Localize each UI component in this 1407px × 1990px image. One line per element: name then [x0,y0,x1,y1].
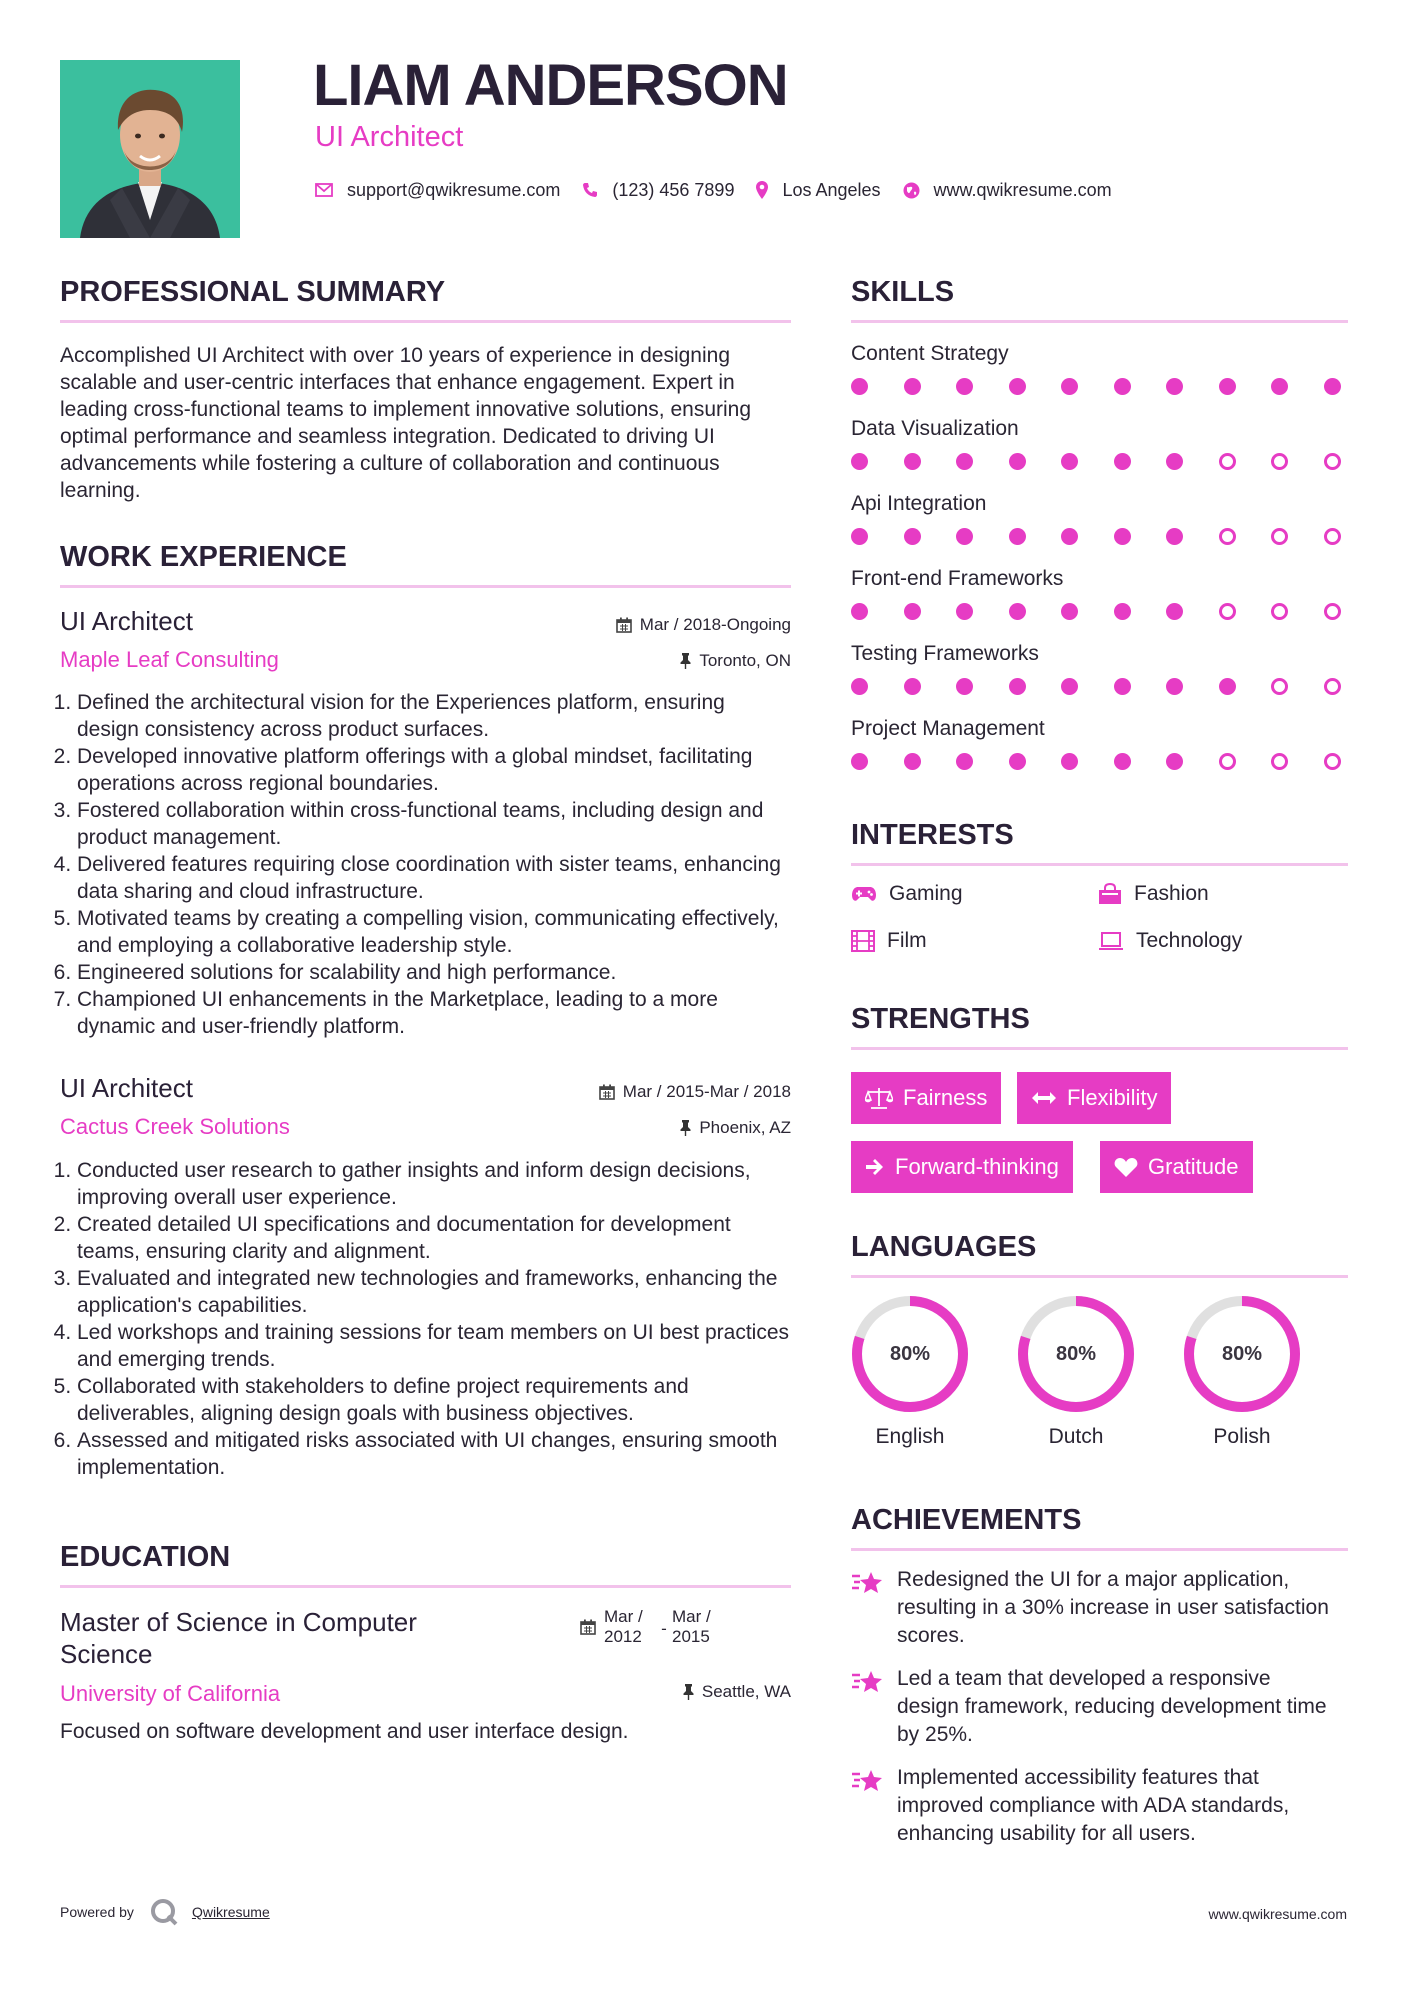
rating-dot-filled [1061,678,1078,695]
job-dates [599,1082,791,1102]
balance-scale-icon [865,1087,893,1109]
list-item: 6. Assessed and mitigated risks associated with UI changes, ensuring smooth implementation. [77,1427,791,1481]
rating-dot-empty [1219,753,1236,770]
rating-dot-empty [1271,528,1288,545]
job-location [680,651,791,671]
rating-dot-filled [1166,453,1183,470]
strength-label: Gratitude [1148,1154,1239,1179]
map-pin-icon [756,181,768,199]
rating-dot-filled [956,453,973,470]
language-progress-ring [1015,1293,1137,1415]
strengths-rule [851,1047,1348,1050]
rating-dot-empty [1219,528,1236,545]
rating-dot-empty [1271,753,1288,770]
qwikresume-link[interactable]: Qwikresume [191,1904,270,1920]
rating-dot-filled [1009,378,1026,395]
rating-dot-filled [1114,603,1131,620]
rating-dot-filled [1166,678,1183,695]
achievement-item [851,1566,1337,1650]
summary-rule [60,320,791,323]
rating-dot-empty [1324,528,1341,545]
pushpin-icon [680,653,691,669]
skill-rating [851,378,1341,395]
language-item [849,1293,971,1449]
candidate-name: LIAM ANDERSON [313,53,788,118]
skill-row [851,642,1341,695]
skill-rating [851,753,1341,770]
interest-item [851,929,927,953]
language-name: Dutch [1048,1425,1104,1448]
arrows-horizontal-icon [1031,1091,1057,1105]
achievement-item [851,1764,1337,1848]
list-item: 5. Collaborated with stakeholders to define project requirements and deliverables, aligning design goals with business objectives. [77,1373,791,1427]
contact-email[interactable] [315,180,560,201]
experience-rule [60,585,791,588]
rating-dot-filled [904,678,921,695]
rating-dot-filled [1009,678,1026,695]
rating-dot-filled [1009,528,1026,545]
strength-label: Flexibility [1067,1085,1158,1110]
calendar-icon [616,617,632,633]
achievement-item [851,1665,1337,1749]
achievement-text: Implemented accessibility features that improved compliance with ADA standards, enhancing usability for all users. [897,1766,1290,1845]
job-dates-text: Mar / 2015-Mar / 2018 [622,1082,791,1101]
rating-dot-empty [1324,678,1341,695]
language-item [1015,1293,1137,1449]
bag-icon [1098,883,1122,905]
skill-row [851,492,1341,545]
skills-heading: SKILLS [851,276,955,308]
skill-rating [851,603,1341,620]
shooting-star-icon [851,1766,885,1796]
candidate-title: UI Architect [315,121,464,153]
skill-name: Content Strategy [851,342,1009,365]
strength-chip [1100,1141,1253,1193]
rating-dot-filled [1166,753,1183,770]
list-item: 6. Engineered solutions for scalability and high performance. [77,959,791,986]
job-title: UI Architect [60,1073,193,1103]
rating-dot-filled [1114,378,1131,395]
laptop-icon [1098,931,1124,951]
languages-list [849,1293,1303,1449]
globe-icon [903,182,920,199]
rating-dot-filled [851,678,868,695]
language-progress-ring [849,1293,971,1415]
rating-dot-filled [1219,378,1236,395]
list-item: 3. Fostered collaboration within cross-functional teams, including design and product management. [77,797,791,851]
list-item: 1. Defined the architectural vision for the Experiences platform, ensuring design consistency across product surfaces. [77,689,791,743]
achievement-text: Redesigned the UI for a major application, resulting in a 30% increase in user satisfaction scores. [897,1568,1329,1647]
rating-dot-filled [904,528,921,545]
date-separator: - [661,1619,667,1638]
shooting-star-icon [851,1667,885,1697]
rating-dot-filled [1061,453,1078,470]
list-item: 1. Conducted user research to gather insights and inform design decisions, improving overall user experience. [77,1157,791,1211]
rating-dot-filled [956,603,973,620]
rating-dot-filled [1166,528,1183,545]
pushpin-icon [683,1684,694,1700]
rating-dot-filled [904,378,921,395]
education-location [683,1682,791,1702]
interest-label: Film [887,929,927,952]
profile-photo [60,60,240,238]
interest-item [851,882,963,906]
rating-dot-filled [1114,528,1131,545]
rating-dot-filled [1271,378,1288,395]
skill-rating [851,453,1341,470]
rating-dot-empty [1219,603,1236,620]
contact-location [756,180,880,201]
interest-label: Technology [1136,929,1243,952]
interest-label: Fashion [1134,882,1209,905]
rating-dot-filled [1061,528,1078,545]
skill-row [851,417,1341,470]
job-bullets [58,1157,791,1481]
film-icon [851,930,875,952]
rating-dot-filled [1061,753,1078,770]
skill-name: Front-end Frameworks [851,567,1064,590]
skill-name: Testing Frameworks [851,642,1039,665]
rating-dot-filled [904,453,921,470]
shooting-star-icon [851,1568,885,1598]
rating-dot-filled [851,753,868,770]
degree: Master of Science in Computer Science [60,1607,417,1669]
job-company: Cactus Creek Solutions [60,1114,290,1139]
language-progress-ring [1181,1293,1303,1415]
rating-dot-filled [851,528,868,545]
list-item: 3. Evaluated and integrated new technologies and frameworks, enhancing the application's capabilities. [77,1265,791,1319]
rating-dot-empty [1271,603,1288,620]
school: University of California [60,1681,281,1706]
interests-heading: INTERESTS [851,819,1014,851]
rating-dot-empty [1324,453,1341,470]
rating-dot-empty [1271,678,1288,695]
rating-dot-filled [1009,753,1026,770]
education-dates [580,1607,724,1647]
skills-rule [851,320,1348,323]
language-percent: 80% [1221,1342,1263,1365]
education-rule [60,1585,791,1588]
education-description: Focused on software development and user interface design. [60,1720,629,1743]
rating-dot-filled [851,603,868,620]
footer-website[interactable]: www.qwikresume.com [1208,1906,1347,1922]
rating-dot-filled [904,753,921,770]
rating-dot-filled [1114,453,1131,470]
calendar-icon [599,1084,615,1100]
rating-dot-empty [1324,603,1341,620]
skill-rating [851,528,1341,545]
pushpin-icon [680,1120,691,1136]
interests-rule [851,863,1348,866]
achievements-heading: ACHIEVEMENTS [851,1504,1082,1536]
list-item: 7. Championed UI enhancements in the Marketplace, leading to a more dynamic and user-friendly platform. [77,986,791,1040]
rating-dot-filled [1114,753,1131,770]
language-name: Polish [1213,1425,1271,1448]
achievement-text: Led a team that developed a responsive design framework, reducing development time by 25%. [897,1667,1327,1746]
contact-phone[interactable] [582,180,734,201]
rating-dot-filled [851,453,868,470]
contact-website-text: www.qwikresume.com [933,179,1112,200]
interest-label: Gaming [889,882,963,905]
summary-text: Accomplished UI Architect with over 10 years of experience in designing scalable and user-centric interfaces that enhance engagement. Expert in leading cross-functional teams to implement innovative solutions, ensuring optimal performance and seamless integration. Dedicated to driving UI advancements while fostering a culture of collaboration and continuous learning. [60,344,752,502]
language-name: English [875,1425,945,1448]
list-item: 5. Motivated teams by creating a compelling vision, communicating effectively, and employing a collaborative leadership style. [77,905,791,959]
job-title: UI Architect [60,606,193,636]
strength-chip [851,1141,1073,1193]
skill-name: Project Management [851,717,1045,740]
contact-location-text: Los Angeles [782,179,881,200]
job-location [680,1118,791,1138]
skill-name: Data Visualization [851,417,1019,440]
job-company: Maple Leaf Consulting [60,647,279,672]
contact-website[interactable] [903,180,1112,201]
education-start: Mar / 2012 [604,1607,643,1646]
rating-dot-empty [1324,753,1341,770]
rating-dot-filled [1009,603,1026,620]
powered-by-label: Powered by [60,1904,134,1920]
rating-dot-empty [1271,453,1288,470]
rating-dot-empty [1219,453,1236,470]
skill-row [851,342,1341,395]
rating-dot-filled [904,603,921,620]
interest-item [1098,929,1242,953]
list-item: 4. Delivered features requiring close coordination with sister teams, enhancing data sharing and cloud infrastructure. [77,851,791,905]
contact-phone-text: (123) 456 7899 [612,179,735,200]
rating-dot-filled [851,378,868,395]
contact-email-text: support@qwikresume.com [347,179,561,200]
language-percent: 80% [1055,1342,1097,1365]
language-percent: 80% [889,1342,931,1365]
rating-dot-filled [1061,378,1078,395]
contact-bar [315,176,1134,204]
list-item: 2. Developed innovative platform offerings with a global mindset, facilitating operations across regional boundaries. [77,743,791,797]
gamepad-icon [851,885,877,903]
qwikresume-logo-icon [150,1898,178,1926]
strength-chip [1017,1072,1171,1124]
skill-row [851,717,1341,770]
list-item: 4. Led workshops and training sessions for team members on UI best practices and emerging trends. [77,1319,791,1373]
skill-row [851,567,1341,620]
summary-heading: PROFESSIONAL SUMMARY [60,276,446,308]
strength-label: Fairness [903,1085,988,1110]
calendar-icon [580,1619,596,1635]
job-dates [616,615,791,635]
education-end: Mar / 2015 [672,1607,711,1646]
rating-dot-filled [1009,453,1026,470]
job-location-text: Phoenix, AZ [699,1118,791,1137]
envelope-icon [315,183,333,197]
skill-name: Api Integration [851,492,987,515]
strengths-heading: STRENGTHS [851,1003,1030,1035]
education-location-text: Seattle, WA [701,1682,791,1701]
rating-dot-filled [1061,603,1078,620]
rating-dot-filled [1324,378,1341,395]
job-location-text: Toronto, ON [699,651,791,670]
arrow-right-icon [865,1158,885,1176]
rating-dot-filled [956,528,973,545]
interest-item [1098,882,1209,906]
rating-dot-filled [1166,378,1183,395]
phone-icon [582,182,598,198]
rating-dot-filled [956,678,973,695]
rating-dot-filled [1219,678,1236,695]
rating-dot-filled [1114,678,1131,695]
language-item [1181,1293,1303,1449]
strength-chip [851,1072,1001,1124]
rating-dot-filled [1166,603,1183,620]
job-dates-text: Mar / 2018-Ongoing [639,615,791,634]
education-heading: EDUCATION [60,1541,231,1573]
list-item: 2. Created detailed UI specifications and documentation for development teams, ensuring clarity and alignment. [77,1211,791,1265]
strength-label: Forward-thinking [895,1154,1059,1179]
languages-heading: LANGUAGES [851,1231,1037,1263]
languages-rule [851,1275,1348,1278]
footer-powered-by [60,1898,270,1926]
heart-icon [1114,1157,1138,1177]
job-bullets [58,689,791,1040]
skill-rating [851,678,1341,695]
experience-heading: WORK EXPERIENCE [60,541,347,573]
rating-dot-filled [956,378,973,395]
achievements-rule [851,1548,1348,1551]
rating-dot-filled [956,753,973,770]
